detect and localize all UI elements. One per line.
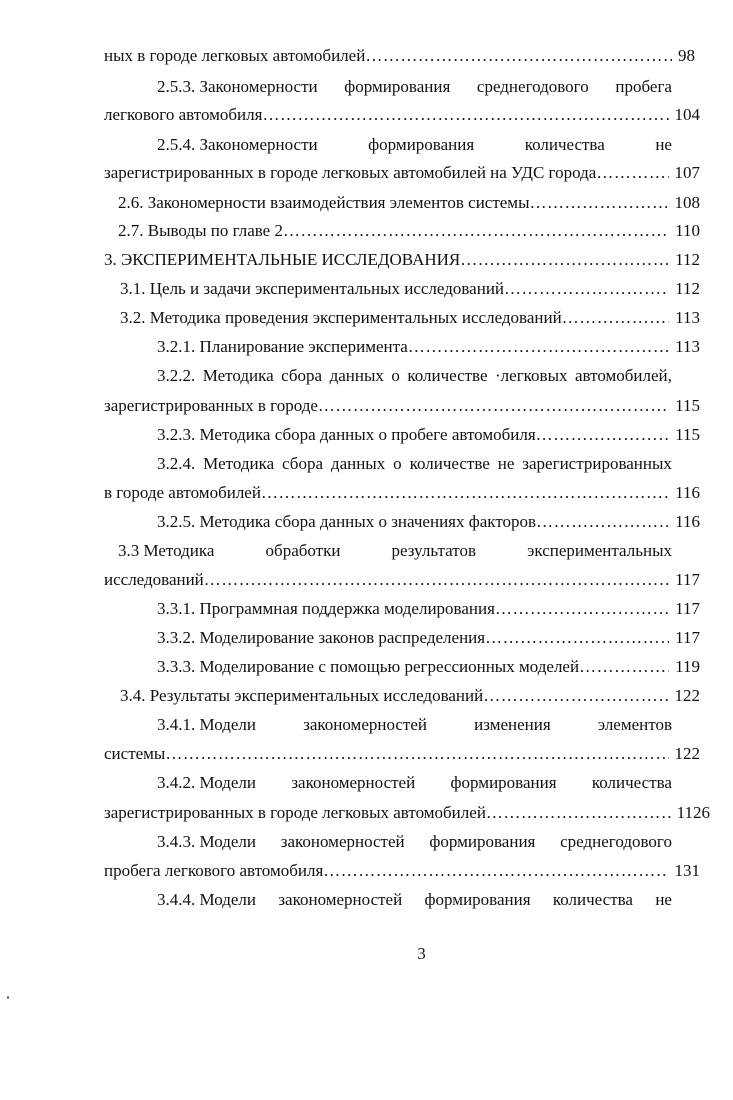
toc-word: 3.3 Методика xyxy=(118,541,215,560)
toc-dot-leader xyxy=(536,422,669,448)
toc-word: среднегодового xyxy=(560,832,672,851)
toc-entry-title: 3.1. Цель и задачи экспериментальных исследований xyxy=(120,279,505,298)
toc-page-number: 119 xyxy=(675,657,700,676)
toc-dot-leader xyxy=(365,43,672,69)
toc-entry xyxy=(104,480,700,506)
toc-entry xyxy=(157,509,700,535)
toc-line-justified xyxy=(157,74,672,100)
toc-page-number: 115 xyxy=(675,396,700,415)
toc-dot-leader xyxy=(579,654,669,680)
toc-entry-title: 3.2.1. Планирование эксперимента xyxy=(157,337,408,356)
toc-word: формирования xyxy=(368,135,475,154)
toc-page-number: 108 xyxy=(674,193,700,212)
toc-word: ·легковых xyxy=(495,366,568,385)
toc-word: о xyxy=(391,366,400,385)
toc-dot-leader xyxy=(596,160,668,186)
toc-entry xyxy=(104,567,700,593)
toc-entry-title: 3.2.5. Методика сбора данных о значениях факторов xyxy=(157,512,537,531)
toc-word: 2.5.4. Закономерности xyxy=(157,135,318,154)
toc-word: закономерностей xyxy=(303,715,427,734)
toc-page-number: 131 xyxy=(674,861,700,880)
toc-dot-leader xyxy=(204,567,669,593)
toc-entry-title: системы xyxy=(104,744,166,763)
toc-dot-leader xyxy=(504,276,669,302)
toc-word: не xyxy=(655,135,672,154)
scan-speck xyxy=(7,996,9,999)
toc-word: о xyxy=(393,454,402,473)
toc-entry xyxy=(104,160,700,186)
toc-entry xyxy=(104,741,700,767)
toc-entry xyxy=(104,247,700,273)
toc-word: Методика xyxy=(203,454,275,473)
toc-page-number: 117 xyxy=(675,599,700,618)
toc-page-number: 117 xyxy=(675,628,700,647)
toc-word: пробега xyxy=(615,77,672,96)
toc-word: 3.4.4. Модели xyxy=(157,890,256,909)
toc-line-justified xyxy=(157,363,672,389)
toc-entry xyxy=(157,625,700,651)
toc-word: формирования xyxy=(344,77,451,96)
toc-dot-leader xyxy=(562,305,669,331)
toc-page-number: 117 xyxy=(675,570,700,589)
toc-entry-title: 2.7. Выводы по главе 2 xyxy=(118,221,283,240)
toc-page-number: 122 xyxy=(674,744,700,763)
toc-word: экспериментальных xyxy=(527,541,672,560)
toc-entry-title: пробега легкового автомобиля xyxy=(104,861,324,880)
toc-dot-leader xyxy=(485,625,669,651)
toc-word: 3.4.2. Модели xyxy=(157,773,256,792)
toc-word: 3.2.2. xyxy=(157,366,196,385)
toc-word: формирования xyxy=(424,890,531,909)
toc-entry-title: зарегистрированных в городе xyxy=(104,396,318,415)
toc-word: элементов xyxy=(597,715,672,734)
toc-page-number: 110 xyxy=(675,221,700,240)
toc-word: 2.5.3. Закономерности xyxy=(157,77,318,96)
toc-dot-leader xyxy=(261,480,669,506)
toc-word: формирования xyxy=(450,773,557,792)
toc-page-number: 115 xyxy=(675,425,700,444)
toc-entry xyxy=(104,102,700,128)
toc-dot-leader xyxy=(530,190,669,216)
toc-entry xyxy=(120,276,700,302)
toc-entry-title: 3.2.3. Методика сбора данных о пробеге автомобиля xyxy=(157,425,536,444)
toc-entry xyxy=(104,393,700,419)
toc-word: формирования xyxy=(429,832,536,851)
toc-word: количестве xyxy=(409,454,490,473)
toc-entry-title: легкового автомобиля xyxy=(104,105,263,124)
toc-word: зарегистрированных xyxy=(522,454,672,473)
toc-page-number: 104 xyxy=(674,105,700,124)
toc-dot-leader xyxy=(483,683,668,709)
toc-line-justified xyxy=(157,132,672,158)
toc-word: обработки xyxy=(265,541,341,560)
toc-word: количества xyxy=(552,890,633,909)
toc-word: автомобилей, xyxy=(574,366,672,385)
toc-entry xyxy=(118,190,700,216)
toc-page-number: 116 xyxy=(675,483,700,502)
toc-page-number: 1126 xyxy=(676,803,710,822)
toc-entry-title: ных в городе легковых автомобилей xyxy=(104,46,366,65)
toc-entry-title: зарегистрированных в городе легковых автомобилей на УДС города xyxy=(104,163,597,182)
toc-word: результатов xyxy=(391,541,476,560)
toc-entry xyxy=(157,334,700,360)
toc-word: количества xyxy=(524,135,605,154)
toc-page-number: 122 xyxy=(674,686,700,705)
toc-entry-title: 3.3.3. Моделирование с помощью регрессионных моделей xyxy=(157,657,580,676)
toc-word: 3.4.3. Модели xyxy=(157,832,256,851)
toc-entry-title: в городе автомобилей xyxy=(104,483,261,502)
toc-page-number: 112 xyxy=(675,279,700,298)
toc-entry xyxy=(104,858,700,884)
toc-line-justified xyxy=(157,887,672,913)
toc-entry-title: исследований xyxy=(104,570,204,589)
toc-line-justified xyxy=(157,770,672,796)
toc-page-number: 113 xyxy=(675,308,700,327)
toc-entry xyxy=(118,218,700,244)
toc-word: 3.4.1. Модели xyxy=(157,715,256,734)
toc-line-justified xyxy=(118,538,672,564)
toc-dot-leader xyxy=(486,800,671,826)
toc-word: закономерностей xyxy=(291,773,416,792)
toc-entry-title: зарегистрированных в городе легковых автомобилей xyxy=(104,803,486,822)
toc-dot-leader xyxy=(283,218,669,244)
toc-word: закономерностей xyxy=(278,890,403,909)
toc-entry xyxy=(120,305,700,331)
toc-entry xyxy=(157,596,700,622)
toc-word: сбора xyxy=(281,366,323,385)
toc-entry xyxy=(104,800,710,826)
toc-word: сбора xyxy=(282,454,323,473)
toc-entry xyxy=(157,654,700,680)
toc-dot-leader xyxy=(323,858,668,884)
toc-entry-title: 3. ЭКСПЕРИМЕНТАЛЬНЫЕ ИССЛЕДОВАНИЯ xyxy=(104,250,461,269)
toc-word: Методика xyxy=(202,366,274,385)
toc-dot-leader xyxy=(536,509,669,535)
toc-page-number: 112 xyxy=(675,250,700,269)
toc-word: не xyxy=(497,454,515,473)
toc-entry-title: 3.3.2. Моделирование законов распределения xyxy=(157,628,486,647)
toc-line-justified xyxy=(157,829,672,855)
toc-dot-leader xyxy=(408,334,669,360)
toc-entry-title: 3.2. Методика проведения экспериментальных исследований xyxy=(120,308,562,327)
toc-dot-leader xyxy=(318,393,669,419)
toc-entry-title: 2.6. Закономерности взаимодействия элементов системы xyxy=(118,193,530,212)
page-number: 3 xyxy=(417,944,426,963)
toc-entry-title: 3.4. Результаты экспериментальных исследований xyxy=(120,686,484,705)
toc-word: закономерностей xyxy=(280,832,405,851)
toc-page-number: 98 xyxy=(678,46,695,65)
toc-dot-leader xyxy=(262,102,668,128)
toc-page-number: 107 xyxy=(674,163,700,182)
toc-entry xyxy=(157,422,700,448)
toc-word: изменения xyxy=(474,715,551,734)
toc-entry xyxy=(104,43,695,69)
toc-entry-title: 3.3.1. Программная поддержка моделирования xyxy=(157,599,495,618)
toc-word: 3.2.4. xyxy=(157,454,196,473)
toc-page-number: 113 xyxy=(675,337,700,356)
toc-word: данных xyxy=(329,366,384,385)
toc-line-justified xyxy=(157,451,672,477)
toc-dot-leader xyxy=(495,596,669,622)
toc-word: данных xyxy=(330,454,386,473)
toc-entry xyxy=(120,683,700,709)
toc-word: количества xyxy=(591,773,672,792)
toc-word: не xyxy=(655,890,672,909)
toc-dot-leader xyxy=(165,741,668,767)
toc-word: количестве xyxy=(407,366,488,385)
toc-page-number: 116 xyxy=(675,512,700,531)
toc-line-justified xyxy=(157,712,672,738)
toc-dot-leader xyxy=(460,247,669,273)
toc-word: среднегодового xyxy=(476,77,589,96)
